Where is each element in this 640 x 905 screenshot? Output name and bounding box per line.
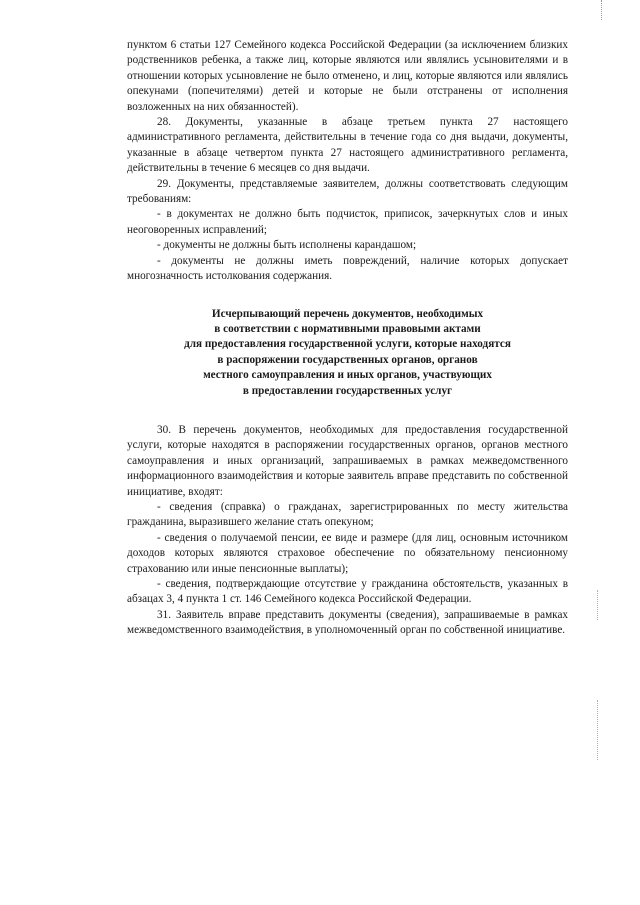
list-item: - сведения (справка) о гражданах, зарегистрированных по месту жительства гражданина, выразившего желание стать опекуном;	[127, 500, 568, 529]
scan-margin-dots	[597, 590, 600, 620]
heading-line: для предоставления государственной услуги, которые находятся	[184, 338, 511, 351]
paragraph: 30. В перечень документов, необходимых для предоставления государственной услуги, которые находятся в распоряжении государственных органов, органов местного самоуправления и иных организаций, запрашиваемых в рамках межведомственного информационного взаимодействия и которые заявитель вправе представить по собственной инициативе, входят:	[127, 423, 568, 498]
paragraph: 29. Документы, представляемые заявителем, должны соответствовать следующим требованиям:	[127, 177, 568, 206]
paragraphs-bottom	[127, 423, 568, 639]
paragraphs-top	[127, 38, 568, 285]
document-page	[127, 38, 568, 639]
heading-line: Исчерпывающий перечень документов, необходимых	[211, 307, 484, 320]
heading-line: местного самоуправления и иных органов, участвующих	[203, 369, 492, 382]
heading-line: в распоряжении государственных органов, органов	[217, 353, 478, 366]
paragraph: пунктом 6 статьи 127 Семейного кодекса Российской Федерации (за исключением близких родственников ребенка, а также лиц, которые являются или являлись усыновителями и в отношении которых усыновление не было отменено, и лиц, которые являются или являлись опекунами (попечителями) детей и которые не были отстранены от исполнения возложенных на них обязанностей).	[127, 39, 568, 113]
scan-margin-dots	[597, 700, 600, 760]
section-heading	[127, 307, 568, 399]
paragraph: 31. Заявитель вправе представить документы (сведения), запрашиваемые в рамках межведомственного взаимодействия, в уполномоченный орган по собственной инициативе.	[127, 608, 568, 637]
list-item: - сведения, подтверждающие отсутствие у гражданина обстоятельств, указанных в абзацах 3, 4 пункта 1 ст. 146 Семейного кодекса Российской Федерации.	[127, 578, 568, 606]
list-item: - документы не должны быть исполнены карандашом;	[157, 239, 417, 252]
list-item: - сведения о получаемой пенсии, ее виде и размере (для лиц, основным источником доходов которых являются страховое обеспечение по обязательному пенсионному страхованию или иные пенсионные выплаты);	[127, 531, 568, 575]
scan-edge-mark	[601, 0, 603, 20]
paragraph: 28. Документы, указанные в абзаце третьем пункта 27 настоящего административного регламента, действительны в течение года со дня выдачи, документы, указанные в абзаце четвертом пункта 27 настоящего административного регламента, действительны в течение 6 месяцев со дня выдачи.	[127, 116, 568, 175]
heading-line: в предоставлении государственных услуг	[242, 384, 453, 397]
list-item: - документы не должны иметь повреждений, наличие которых допускает многозначность истолкования содержания.	[127, 254, 568, 283]
heading-line: в соответствии с нормативными правовыми актами	[214, 322, 481, 335]
list-item: - в документах не должно быть подчисток, приписок, зачеркнутых слов и иных неоговоренных исправлений;	[127, 208, 568, 236]
